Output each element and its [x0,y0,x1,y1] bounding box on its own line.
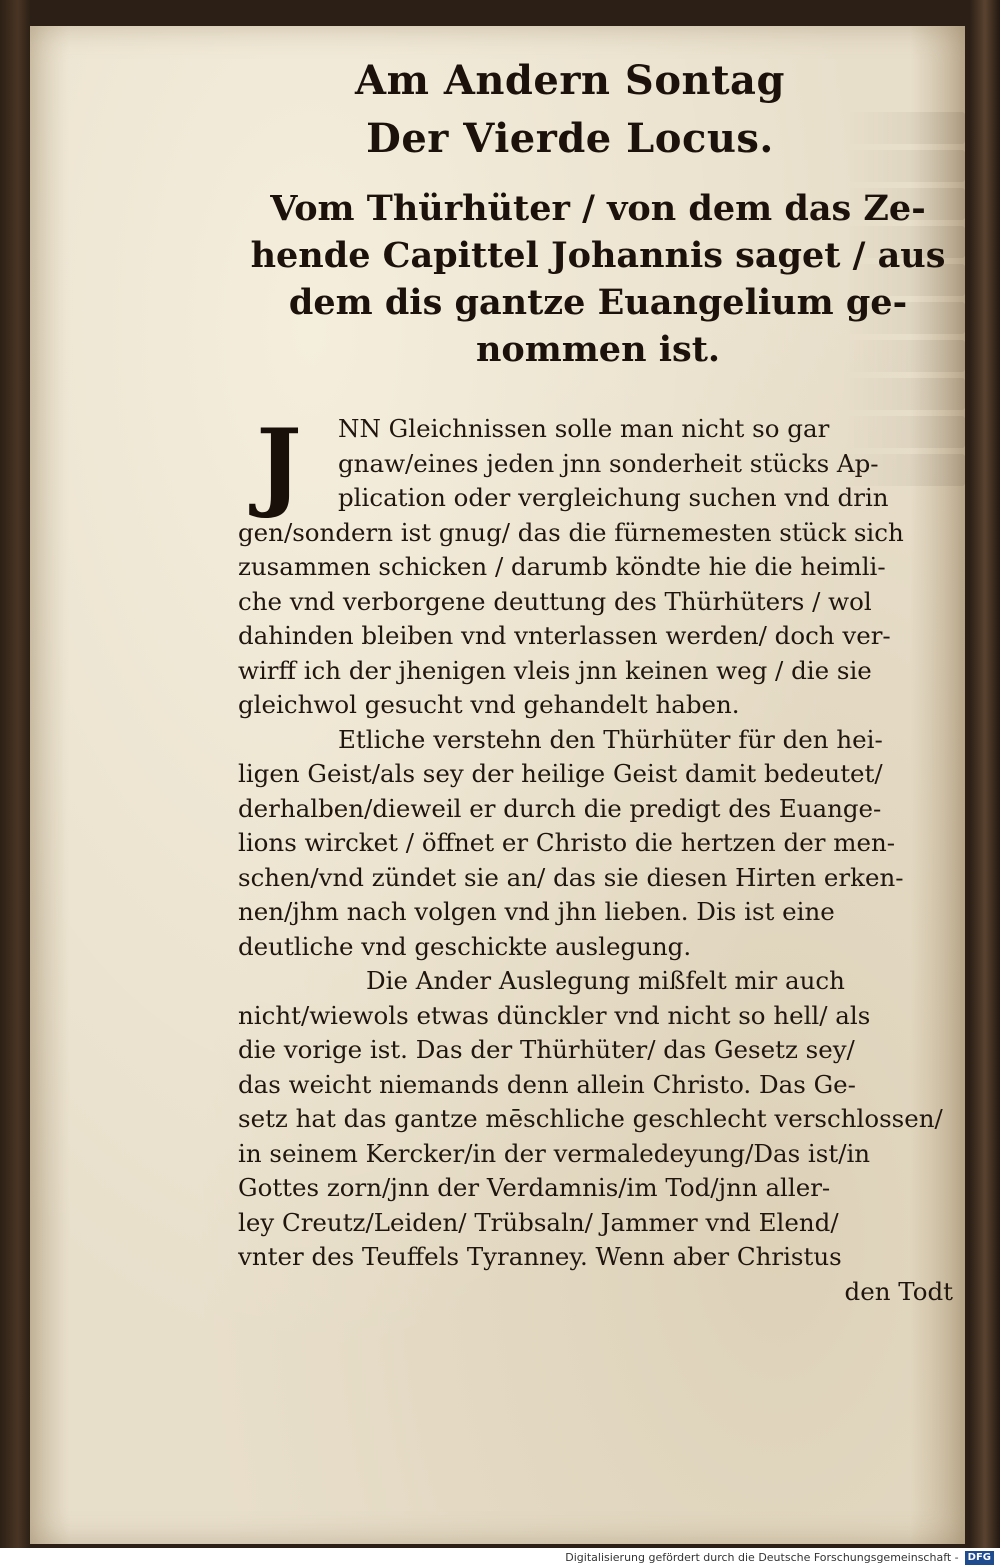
title-line: nommen ist. [475,329,721,370]
text-line: Gottes zorn/jnn der Verdamnis/im Tod/jnn aller- [238,1173,831,1202]
body-text [238,408,953,1309]
text-line: Etliche verstehn den Thürhüter für den hei- [338,724,883,754]
text-line: wirff ich der jhenigen vleis jnn keinen weg / die sie [238,655,872,685]
text-line: nicht/wiewols etwas dünckler vnd nicht so hell/ als [238,1000,871,1030]
text-line: derhalben/dieweil er durch die predigt des Euange- [238,793,882,823]
catchword: den Todt [844,1276,953,1306]
paragraph-2 [238,723,953,965]
dfg-logo: DFG [965,1551,994,1565]
text-line: plication oder vergleichung suchen vnd drin [338,483,889,512]
text-line: lions wircket / öffnet er Christo die hertzen der men- [238,828,896,857]
text-line: nen/jhm nach volgen vnd jhn lieben. Dis ist eine [238,897,835,926]
text-line: che vnd verborgene deuttung des Thürhüters / wol [238,586,872,616]
footer-text: Digitalisierung gefördert durch die Deutsche Forschungsgemeinschaft - [565,1551,959,1564]
title-line: Vom Thürhüter / von dem das Ze- [270,188,926,229]
text-line: ley Creutz/Leiden/ Trübsaln/ Jammer vnd Elend/ [238,1207,839,1237]
text-line: zusammen schicken / darumb köndte hie die heimli- [238,552,886,581]
text-line: Die Ander Auslegung mißfelt mir auch [366,966,845,995]
running-heading [200,52,940,168]
text-line: gen/sondern ist gnug/ das die fürnemesten stück sich [238,517,904,547]
title-line: hende Capittel Johannis saget / aus [250,235,946,276]
paragraph-1 [238,408,953,723]
digitization-footer [0,1548,1000,1568]
dropcap-letter: J [256,408,302,521]
heading-line: Der Vierde Locus. [366,115,774,162]
text-line: vnter des Teuffels Tyranney. Wenn aber Christus [238,1242,842,1271]
text-line: deutliche vnd geschickte auslegung. [238,931,692,961]
heading-line: Am Andern Sontag [355,57,785,104]
text-line: NN Gleichnissen solle man nicht so gar [338,414,830,443]
text-line: die vorige ist. Das der Thürhüter/ das Gesetz sey/ [238,1035,855,1064]
text-line: setz hat das gantze mēschliche geschlecht verschlossen/ [238,1104,943,1133]
text-line: das weicht niemands denn allein Christo. Das Ge- [238,1069,856,1099]
title-line: dem dis gantze Euangelium ge- [288,282,908,323]
text-line: gleichwol gesucht vnd gehandelt haben. [238,690,740,719]
section-title [238,185,958,373]
text-line: schen/vnd zündet sie an/ das sie diesen Hirten erken- [238,862,904,892]
text-line: gnaw/eines jeden jnn sonderheit stücks Ap- [338,448,879,478]
paragraph-3 [238,964,953,1275]
text-line: ligen Geist/als sey der heilige Geist damit bedeutet/ [238,759,883,788]
text-line: in seinem Kercker/in der vermaledeyung/Das ist/in [238,1138,871,1168]
text-line: dahinden bleiben vnd vnterlassen werden/ doch ver- [238,621,891,650]
